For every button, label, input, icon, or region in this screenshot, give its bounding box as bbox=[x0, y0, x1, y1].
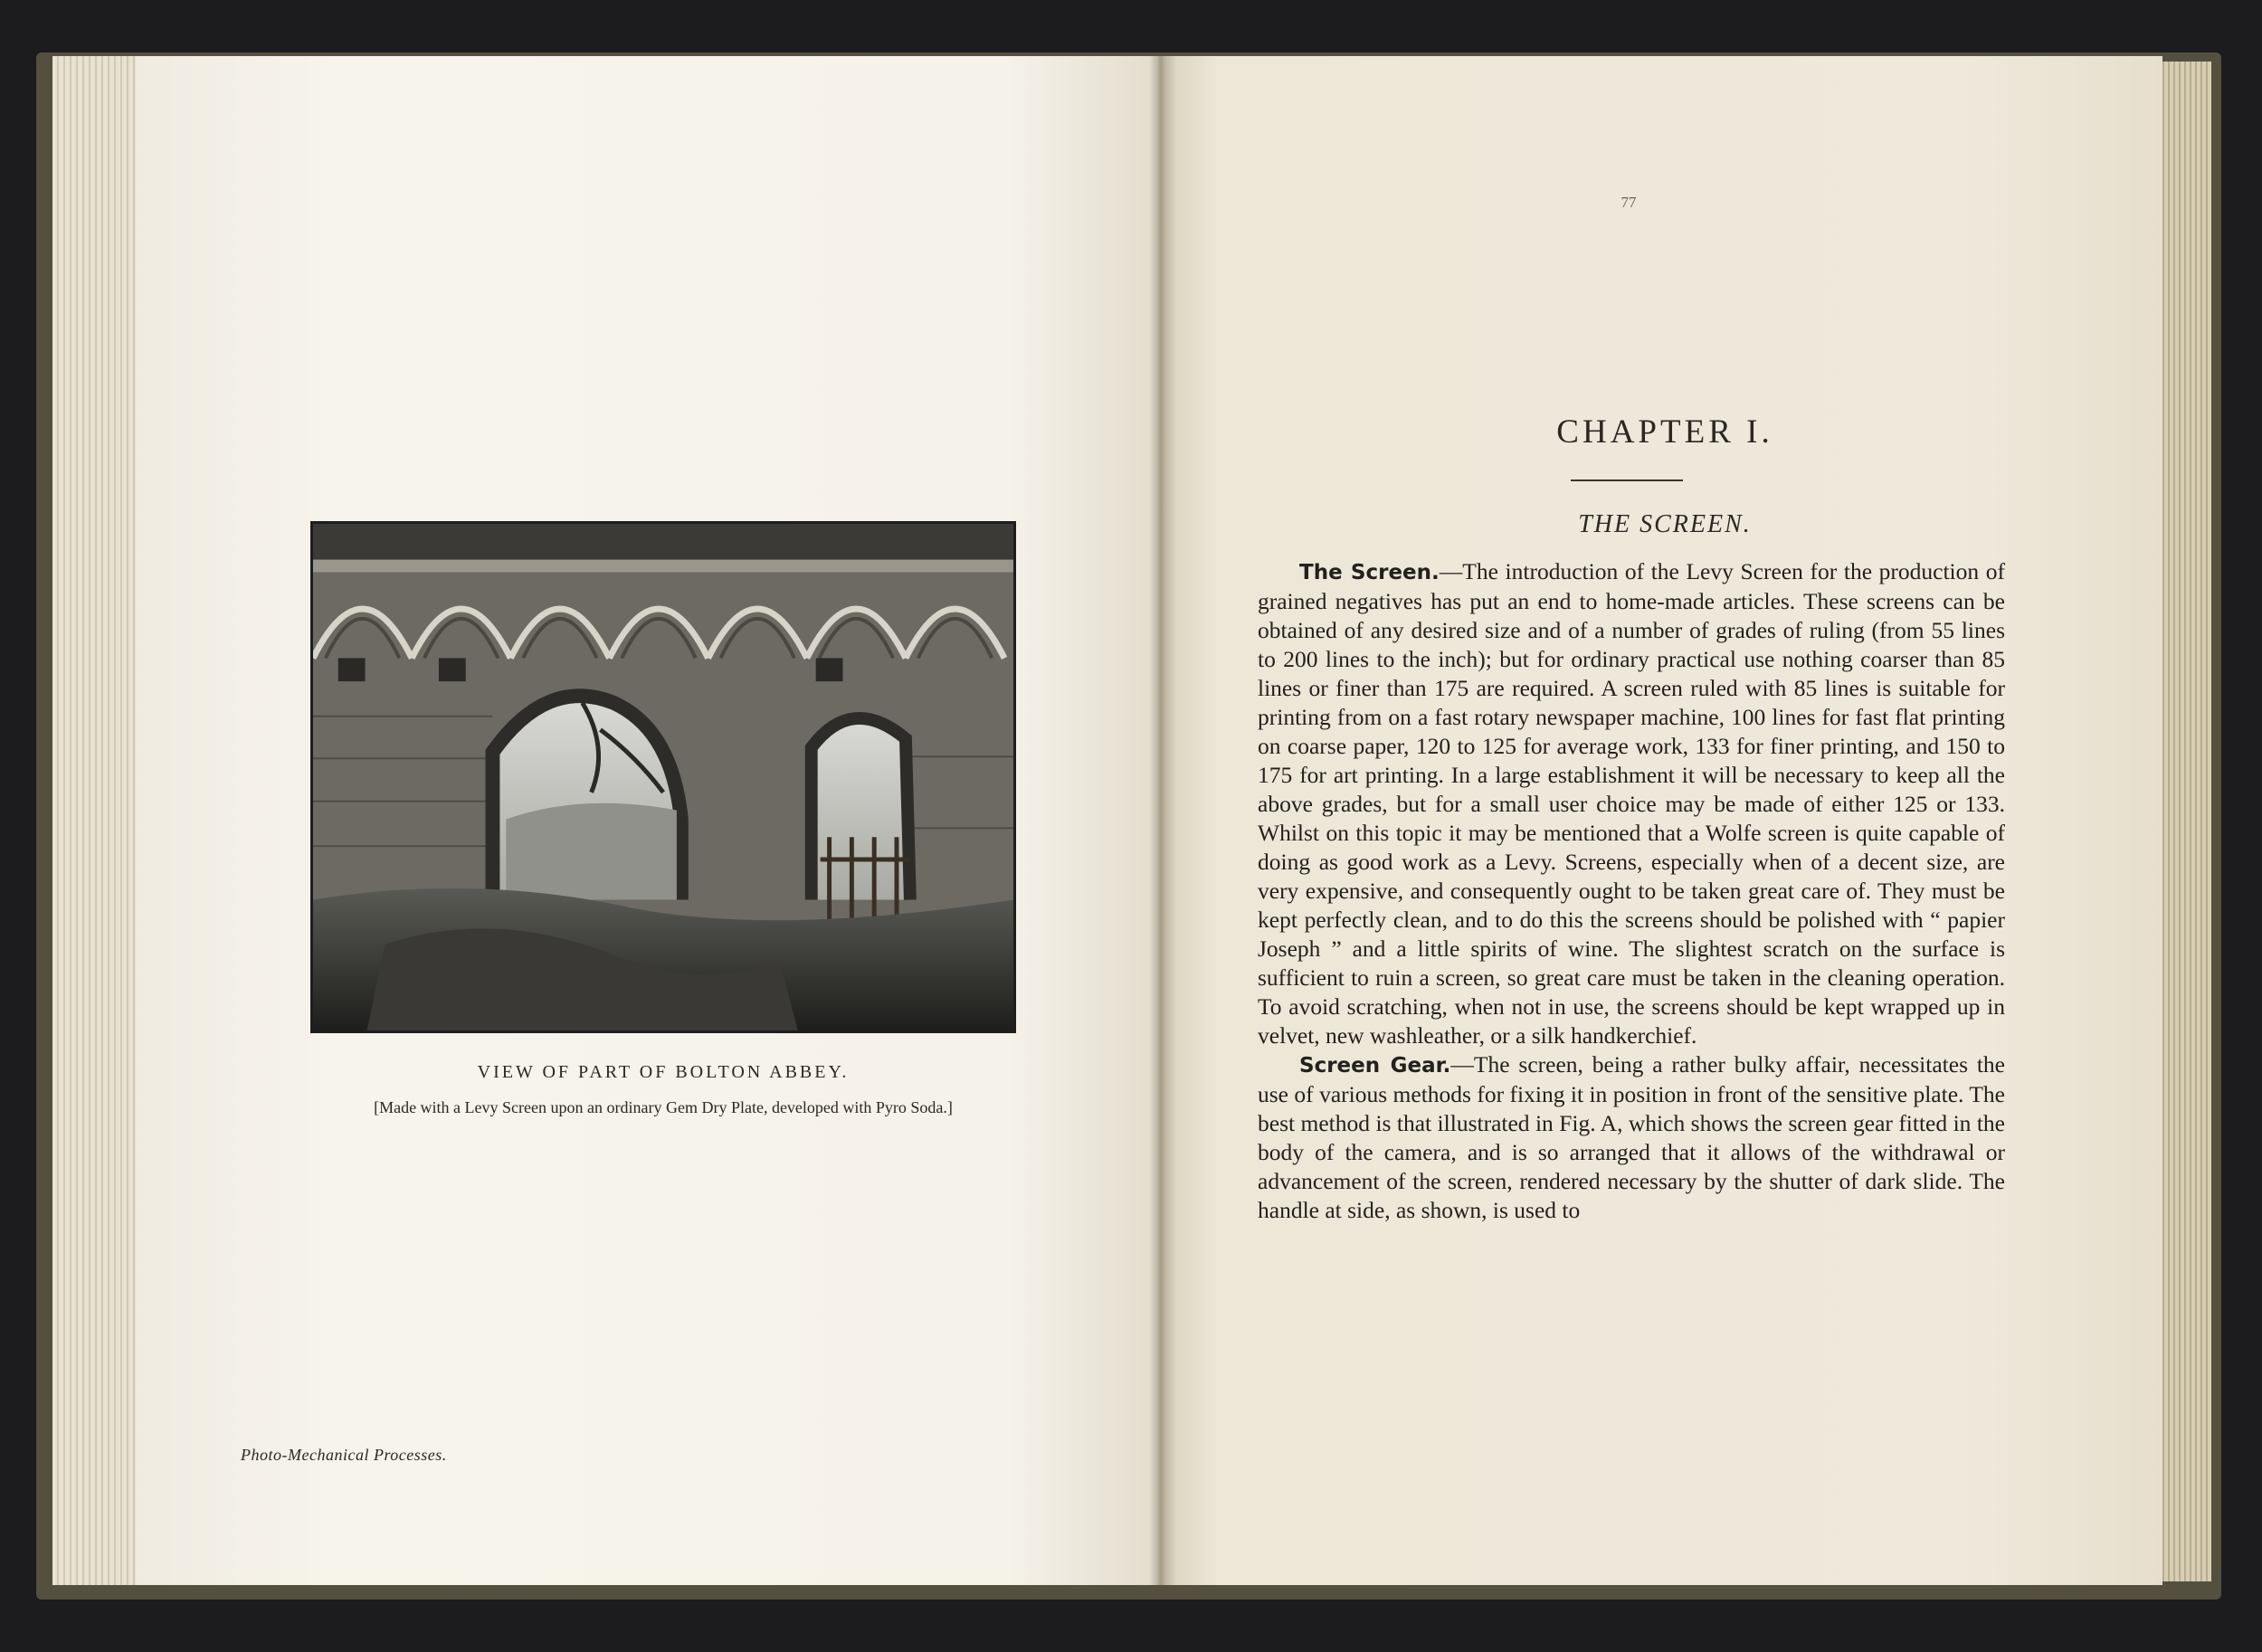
paragraph-text: —The introduction of the Levy Screen for the production of grained negatives has put an end to home-made articles. These screens can be obtained of any desired size and of a number of grades of ruling (from 55 lines to 200 lines to the inch); but for ordinary practical use nothing coarser than 85 lines or finer than 175 are required. A screen ruled with 85 lines is suitable for printing from on a fast rotary newspaper machine, 100 lines for fast flat printing on coarse paper, 120 to 125 for average work, 133 for finer printing, and 150 to 175 for art printing. In a large establishment it will be necessary to keep all the above grades, but for a small user choice may be made of either 125 or 133. Whilst on this topic it may be mentioned that a Wolfe screen is quite capable of doing as good work as a Levy. Screens, especially when of a decent size, are very expensive, and consequently ought to be taken great care of. They must be kept perfectly clean, and to do this the screens should be polished with “ papier Joseph ” and a little spirits of wine. The slightest scratch on the surface is sufficient to ruin a screen, so great care must be taken in the cleaning operation. To avoid scratching, when not in use, the screens should be kept wrapped up in velvet, new washleather, or a silk handkerchief. bbox=[1258, 558, 2005, 1049]
run-head-screen-gear: Screen Gear. bbox=[1299, 1054, 1451, 1078]
plate-caption: VIEW OF PART OF BOLTON ABBEY. bbox=[477, 1062, 850, 1082]
chapter-rule bbox=[1571, 479, 1683, 481]
book-title: Photo-Mechanical Processes. bbox=[241, 1446, 447, 1464]
paragraph-screen-gear bbox=[1258, 1050, 2005, 1225]
chapter-heading: CHAPTER I. bbox=[1556, 413, 1773, 451]
paragraph-text: —The screen, being a rather bulky affair, necessitates the use of various methods for fixing it in position in front of the sensitive plate. The best method is that illustrated in Fig. A, which shows the screen gear fitted in the body of the camera, and is so arranged that it allows of the withdrawal or advancement of the screen, rendered necessary by the shutter of dark slide. The handle at side, as shown, is used to bbox=[1258, 1051, 2005, 1223]
book-gutter bbox=[1149, 56, 1176, 1585]
section-heading: THE SCREEN. bbox=[1578, 510, 1752, 538]
page-number: 77 bbox=[1620, 194, 1637, 211]
paragraph-screen bbox=[1258, 557, 2005, 1050]
run-head-screen: The Screen. bbox=[1299, 561, 1440, 584]
plate-note: [Made with a Levy Screen upon an ordinary Gem Dry Plate, developed with Pyro Soda.] bbox=[374, 1098, 953, 1116]
body-text bbox=[1258, 557, 2005, 1225]
abbey-photograph bbox=[310, 521, 1016, 1033]
